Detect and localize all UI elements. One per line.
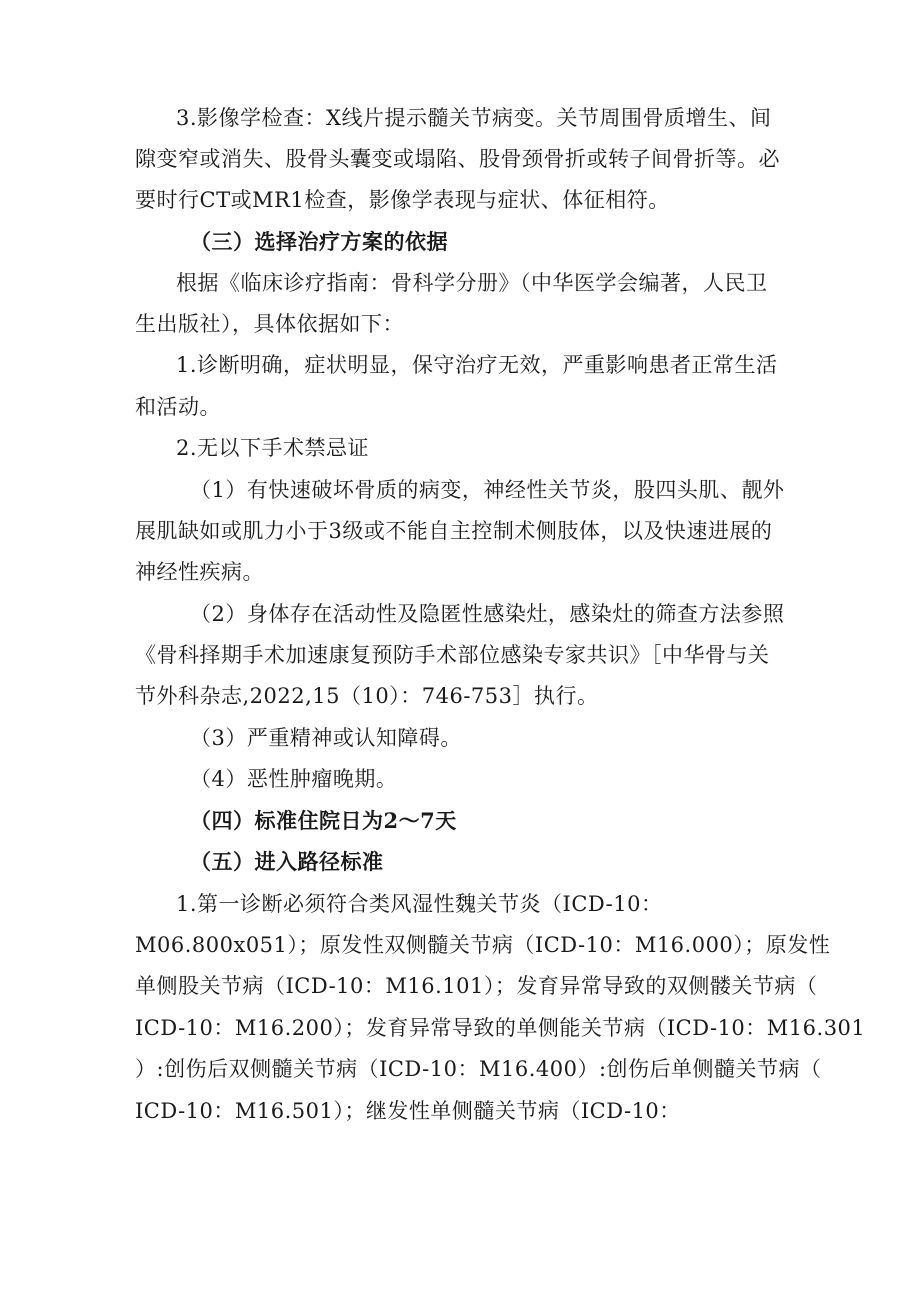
line-23: ICD-10：M16.200）；发育异常导致的单侧能关节病（ICD-10：M16.301 [135, 1016, 866, 1040]
line-5: 根据《临床诊疗指南：骨科学分册》（中华医学会编著，人民卫 [176, 271, 768, 295]
line-7: 1.诊断明确，症状明显，保守治疗无效，严重影响患者正常生活 [176, 353, 778, 377]
line-21: M06.800x051）；原发性双侧髓关节病（ICD-10：M16.000）；原发性 [135, 933, 831, 957]
section-heading-4: （四）标准住院日为2～7天 [190, 808, 457, 833]
line-15: 节外科杂志,2022,15（10）：746-753］执行。 [135, 684, 599, 708]
line-24: ）:创伤后双侧髓关节病（ICD-10：M16.400）:创伤后单侧髓关节病（ [135, 1057, 822, 1081]
line-22: 单侧股关节病（ICD-10：M16.101）；发育异常导致的双侧髅关节病（ [135, 974, 818, 998]
line-2: 隙变窄或消失、股骨头囊变或塌陷、股骨颈骨折或转子间骨折等。必 [135, 147, 780, 171]
line-11: 展肌缺如或肌力小于3级或不能自主控制术侧肢体，以及快速进展的 [135, 519, 773, 543]
line-8: 和活动。 [135, 395, 221, 419]
line-25: ICD-10：M16.501）；继发性单侧髓关节病（ICD-10： [135, 1099, 681, 1123]
line-6: 生出版社），具体依据如下： [135, 312, 404, 336]
line-13: （2）身体存在活动性及隐匿性感染灶，感染灶的筛查方法参照 [190, 602, 785, 626]
line-14: 《骨科择期手术加速康复预防手术部位感染专家共识》［中华骨与关 [135, 643, 770, 667]
line-1: 3.影像学检查：X线片提示髓关节病变。关节周围骨质增生、间 [176, 106, 772, 130]
line-20: 1.第一诊断必须符合类风湿性魏关节炎（ICD-10： [176, 892, 663, 916]
line-16: （3）严重精神或认知障碍。 [190, 726, 462, 750]
line-9: 2.无以下手术禁忌证 [176, 436, 370, 460]
line-3: 要时行CT或MR1检查，影像学表现与症状、体征相符。 [135, 188, 670, 212]
section-heading-5: （五）进入路径标准 [190, 849, 384, 874]
line-17: （4）恶性肿瘤晚期。 [190, 767, 398, 791]
line-10: （1）有快速破坏骨质的病变，神经性关节炎，股四头肌、靓外 [190, 478, 785, 502]
line-12: 神经性疾病。 [135, 560, 264, 584]
section-heading-3: （三）选择治疗方案的依据 [190, 229, 448, 254]
